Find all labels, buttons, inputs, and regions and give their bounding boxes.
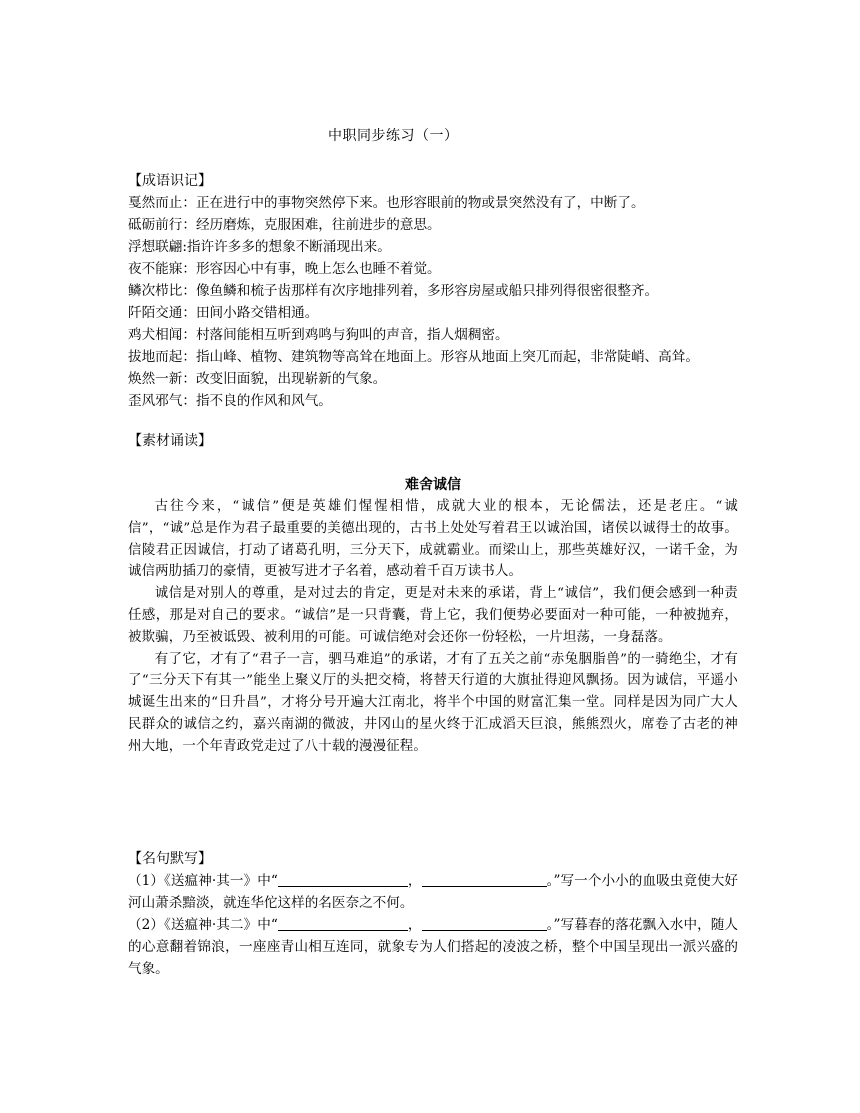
article-paragraph: 诚信是对别人的尊重，是对过去的肯定，更是对未来的承诺，背上“诚信”，我们便会感到一种责任感，那是对自己的要求。“诚信”是一只背囊，背上它，我们便势必要面对一种可能，一种被抛弃，被欺骗，乃至被诋毁、被利用的可能。可诚信绝对会还你一份轻松，一片坦荡，一身磊落。: [128, 586, 738, 645]
answer-blank[interactable]: [422, 916, 547, 931]
idiom-item: 阡陌交通：田间小路交错相通。: [128, 305, 319, 321]
idiom-item: 鸡犬相闻：村落间能相互听到鸡鸣与狗叫的声音，指人烟稠密。: [128, 327, 509, 343]
section-heading-idioms: 【成语识记】: [128, 173, 212, 189]
article-paragraph: 古往今来，“诚信”便是英雄们惺惺相惜，成就大业的根本，无论儒法，还是老庄。“诚信”，“诚”总是作为君子最重要的美德出现的，古书上处处写着君王以诚治国，诸侯以诚得士的故事。信陵君正因诚信，打动了诸葛孔明，三分天下，成就霸业。而梁山上，那些英雄好汉，一诺千金，为诚信两肋插刀的豪情，更被写进才子名着，感动着千百万读书人。: [128, 499, 738, 580]
answer-blank[interactable]: [278, 916, 408, 931]
idiom-item: 夜不能寐：形容因心中有事，晚上怎么也睡不着觉。: [128, 261, 441, 277]
idiom-item: 焕然一新：改变旧面貌，出现崭新的气象。: [128, 371, 387, 387]
answer-blank[interactable]: [278, 872, 408, 887]
section-heading-quotes: 【名句默写】: [128, 851, 212, 867]
idiom-item: 拔地而起：指山峰、植物、建筑物等高耸在地面上。形容从地面上突兀而起，非常陡峭、高耸。: [128, 349, 699, 365]
idiom-item: 砥砺前行：经历磨炼，克服困难，往前进步的意思。: [128, 217, 441, 233]
article-paragraph: 有了它，才有了“君子一言，驷马难追”的承诺，才有了五关之前“赤兔胭脂兽”的一骑绝尘，才有了“三分天下有其一”能坐上聚义厅的头把交椅，将替天行道的大旗扯得迎风飘扬。因为诚信，平遥小城诞生出来的“日升昌”，才将分号开遍大江南北，将半个中国的财富汇集一堂。同样是因为同广大人民群众的诚信之约，嘉兴南湖的微波，井冈山的星火终于汇成滔天巨浪，熊熊烈火，席卷了古老的神州大地，一个年青政党走过了八十载的漫漫征程。: [128, 651, 738, 754]
idiom-item: 浮想联翩:指许许多多的想象不断涌现出来。: [128, 239, 391, 255]
idiom-item: 鳞次栉比：像鱼鳞和梳子齿那样有次序地排列着，多形容房屋或船只排列得很密很整齐。: [128, 283, 659, 299]
article-title: 难舍诚信: [405, 477, 461, 493]
idiom-item: 歪风邪气：指不良的作风和风气。: [128, 393, 332, 409]
article-body: [128, 496, 738, 758]
section-heading-material: 【素材诵读】: [128, 433, 212, 449]
idiom-item: 戛然而止：正在进行中的事物突然停下来。也形容眼前的物或景突然没有了，中断了。: [128, 195, 645, 211]
quote-exercises: [128, 870, 738, 980]
quote-exercise: （1）《送瘟神·其一》中“ ， 。”写一个小小的血吸虫竟使大好河山萧杀黯淡，就连华佗这样的名医奈之不何。: [128, 873, 739, 911]
idiom-list: [128, 192, 738, 412]
document-title: 中职同步练习（一）: [328, 128, 459, 144]
quote-exercise: （2）《送瘟神·其二》中“ ， 。”写暮春的落花飘入水中，随人的心意翻着锦浪，一座座青山相互连同，就象专为人们搭起的凌波之桥，整个中国呈现出一派兴盛的气象。: [128, 917, 739, 977]
answer-blank[interactable]: [422, 872, 547, 887]
